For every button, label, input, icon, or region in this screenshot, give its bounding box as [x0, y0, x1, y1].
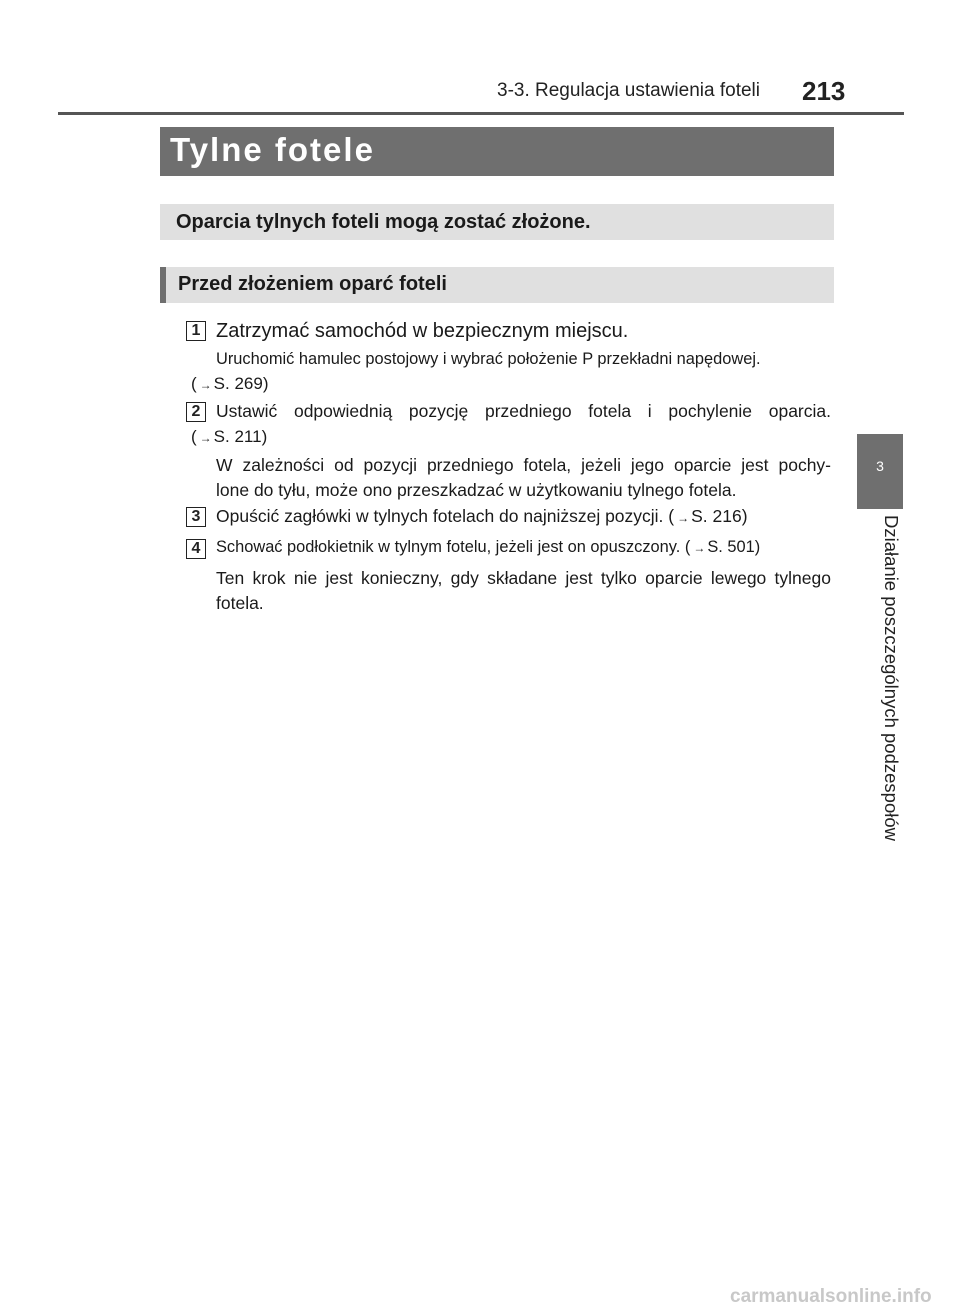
step-2-ref: ( → S. 211): [191, 427, 268, 446]
chapter-tab[interactable]: [857, 434, 903, 509]
header-rule: [58, 112, 904, 115]
step-1-note: Uruchomić hamulec postojowy i wybrać położenie P przekładni napędowej.: [216, 350, 761, 368]
title-band: [160, 127, 834, 176]
step-number-1: 1: [186, 321, 206, 341]
step-4-line: Schować podłokietnik w tylnym fotelu, jeżeli jest on opuszczony. ( → S. 501): [216, 538, 761, 556]
arrow-icon: →: [199, 378, 212, 392]
step-1-text: Zatrzymać samochód w bezpiecznym miejscu.: [216, 320, 629, 342]
arrow-icon: →: [677, 511, 690, 525]
step-2-text: Ustawić odpowiednią pozycję przedniego fotela i pochylenie oparcia.: [216, 401, 831, 421]
step-number-3: 3: [186, 507, 206, 527]
page-title: Tylne fotele: [170, 131, 375, 168]
step-4-note-line-2: fotela.: [216, 593, 264, 613]
step-3-line: Opuścić zagłówki w tylnych fotelach do najniższej pozycji. ( → S. 216): [216, 506, 748, 526]
step-4-ref-link[interactable]: S. 501: [707, 538, 755, 556]
step-1-ref-link[interactable]: S. 269: [213, 374, 263, 393]
header-section-title: 3-3. Regulacja ustawienia foteli: [497, 80, 760, 101]
step-number-2: 2: [186, 402, 206, 422]
subheading-band: [160, 267, 834, 303]
arrow-icon: →: [693, 541, 706, 555]
chapter-number: 3: [876, 458, 884, 474]
summary-text: Oparcia tylnych foteli mogą zostać złożone.: [176, 211, 591, 233]
watermark: carmanualsonline.info: [730, 1286, 932, 1307]
chapter-side-label: Działanie poszczególnych podzespołów: [881, 515, 902, 841]
step-4-note-line-1: Ten krok nie jest konieczny, gdy składane jest tylko oparcie lewego tylnego: [216, 568, 831, 588]
summary-band: [160, 204, 834, 240]
arrow-icon: →: [199, 431, 212, 445]
step-2-note-line-1: W zależności od pozycji przedniego fotela, jeżeli jego oparcie jest pochy-: [216, 455, 831, 475]
step-2-ref-link[interactable]: S. 211: [213, 427, 262, 446]
step-number-4: 4: [186, 539, 206, 559]
step-1-ref: ( → S. 269): [191, 374, 269, 393]
subheading-text: Przed złożeniem oparć foteli: [178, 273, 447, 295]
step-2-note-line-2: lone do tyłu, może ono przeszkadzać w użytkowaniu tylnego fotela.: [216, 480, 737, 500]
step-3-ref-link[interactable]: S. 216: [691, 506, 742, 526]
step-3-text: Opuścić zagłówki w tylnych fotelach do najniższej pozycji. (: [216, 506, 675, 526]
page-number: 213: [802, 76, 846, 106]
step-4-text: Schować podłokietnik w tylnym fotelu, jeżeli jest on opuszczony. (: [216, 538, 691, 556]
